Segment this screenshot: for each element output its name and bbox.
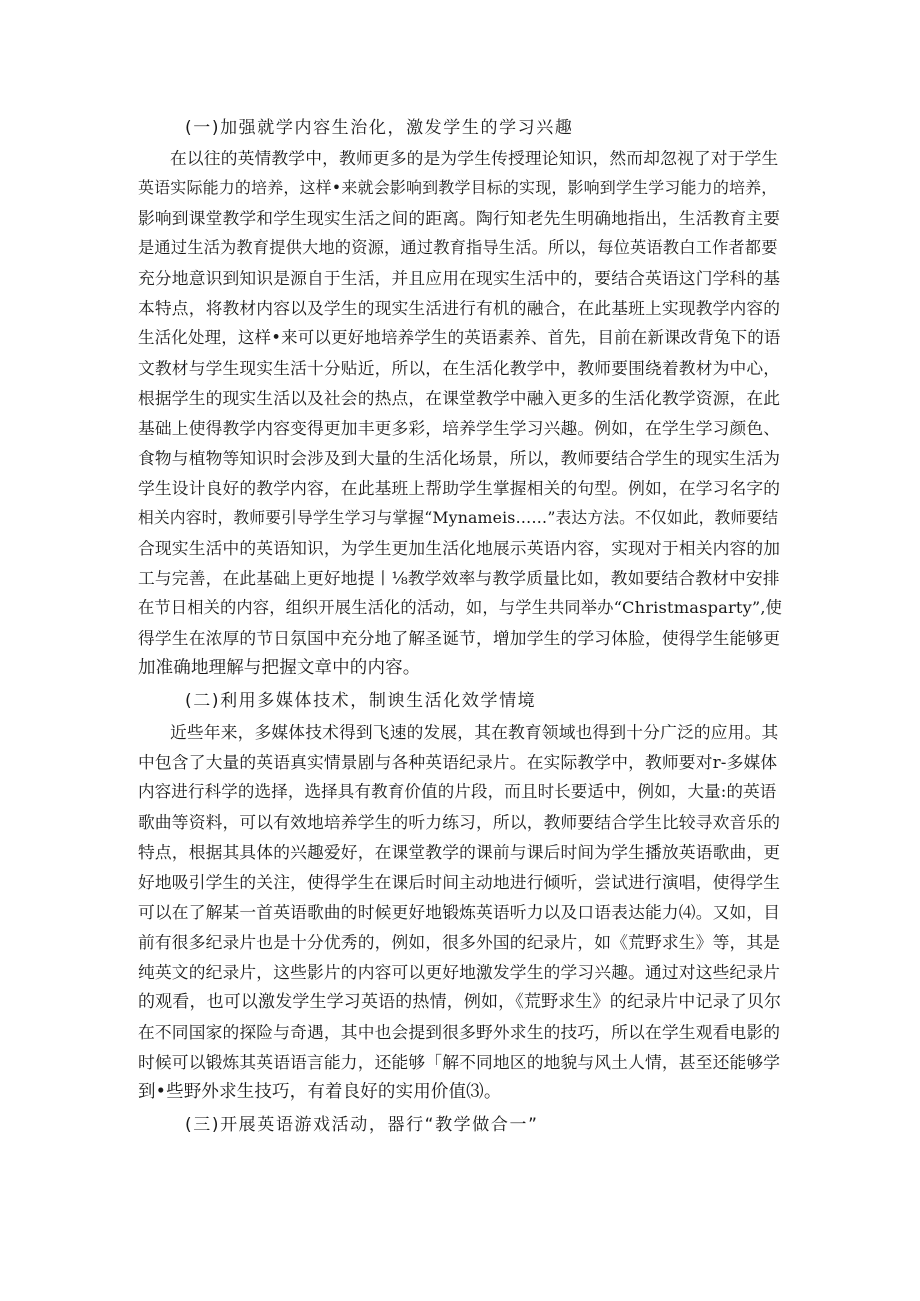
paragraph-line: 基础上使得教学内容变得更加丰更多彩，培养学生学习兴趣。例如，在学生学习颜色、 xyxy=(138,418,781,438)
paragraph-line: 学生设计良好的教学内容，在此基班上帮助学生掌握相关的句型。例如，在学习名字的 xyxy=(138,478,781,498)
paragraph-line: 特点，根据其具体的兴趣爱好，在课堂教学的课前与课后时间为学生播放英语歌曲，更 xyxy=(138,842,781,862)
paragraph-line: 合现实生活中的英语知识，为学生更加生活化地展示英语内容，实现对于相关内容的加 xyxy=(138,538,781,558)
paragraph-line: 根据学生的现实生活以及社会的热点，在课堂教学中融入更多的生活化教学资源，在此 xyxy=(138,388,781,408)
paragraph-line: 中包含了大量的英语真实情景剧与各种英语纪录片。在实际教学中，教师要对r-多媒体 xyxy=(138,752,778,772)
paragraph-line: 食物与植物等知识时会涉及到大量的生活化场景，所以，教师要结合学生的现实生活为 xyxy=(138,448,781,468)
paragraph-line: 相关内容时，教师要引导学生学习与掌握“Mynameis……”表达方法。不仅如此，教师要结 xyxy=(138,508,779,527)
paragraph-line: 英语实际能力的培养，这样•来就会影响到教学目标的实现，影响到学生学习能力的培养， xyxy=(138,178,778,197)
section-heading-3: (三)开展英语游戏活动，器行“教学做合一” xyxy=(185,1115,539,1135)
paragraph-line: 得学生在浓厚的节日氛国中充分地了解圣诞节，增加学生的学习体脸，使得学生能够更 xyxy=(138,628,781,648)
paragraph-line: 内容进行科学的选择，选择具有教育价值的片段，而且时长要适中，例如，大量:的英语 xyxy=(138,782,777,801)
paragraph-line: 生活化处理，这样•来可以更好地培养学生的英语素养、首先，目前在新课改背兔下的语 xyxy=(138,328,781,347)
paragraph-line: 影响到课堂教学和学生现实生活之间的距离。陶行知老先生明确地指出，生活教育主要 xyxy=(138,208,781,228)
paragraph-line: 是通过生活为教育提供大地的资源，通过教育指导生活。所以，每位英语教白工作者都要 xyxy=(138,238,778,257)
section-heading-2: (二)利用多媒体技术，制谀生活化效学情境 xyxy=(185,691,537,711)
section-heading-1: (一)加强就学内容生治化，激发学生的学习兴趣 xyxy=(185,118,574,138)
paragraph-line: 的观看，也可以激发学生学习英语的热情，例如，《荒野求生》的纪录片中记录了贝尔 xyxy=(138,992,782,1012)
paragraph-line: 在节日相关的内容，组织开展生活化的活动，如，与学生共同举办“Christmasparty”,使 xyxy=(138,598,783,617)
paragraph-line: 可以在了解某一首英语歌曲的时候更好地锻炼英语听力以及口语表达能力⑷。又如，目 xyxy=(138,902,781,922)
paragraph-line: 歌曲等资料，可以有效地培养学生的听力练习，所以，教师要结合学生比较寻欢音乐的 xyxy=(138,812,781,832)
paragraph-line: 纯英文的纪录片，这些影片的内容可以更好地激发学生的学习兴趣。通过对这些纪录片 xyxy=(138,962,781,982)
paragraph-line: 好地吸引学生的关注，使得学生在课后时间主动地进行倾听，尝试进行演唱，使得学生 xyxy=(138,872,781,892)
paragraph-line: 加准确地理解与把握文章中的内容。 xyxy=(138,658,421,678)
paragraph-line: 本特点，将教材内容以及学生的现实生活进行有机的融合，在此基班上实现教学内容的 xyxy=(138,298,781,318)
paragraph-line: 近些年来，多媒体技术得到飞速的发展，其在教育领域也得到十分广泛的应用。其 xyxy=(170,722,779,742)
paragraph-line: 在不同国家的探险与奇遇，其中也会提到很多野外求生的技巧，所以在学生观看电影的 xyxy=(138,1022,781,1042)
paragraph-line: 时候可以锻炼其英语语言能力，还能够「解不同地区的地貌与风土人情，甚至还能够学 xyxy=(138,1052,781,1072)
paragraph-line: 在以往的英情教学中，教师更多的是为学生传授理论知识，然而却忽视了对于学生 xyxy=(170,148,779,168)
paragraph-line: 工与完善，在此基础上更好地提丨⅛教学效率与教学质量比如，教如要结合教材中安排 xyxy=(138,568,780,588)
paragraph-line: 到•些野外求生技巧，有着良好的实用价值⑶。 xyxy=(138,1082,502,1102)
paragraph-line: 充分地意识到知识是源自于生活，并且应用在现实生活中的，要结合英语这门学科的基 xyxy=(138,268,781,288)
paragraph-line: 文教材与学生现实生活十分贴近，所以，在生活化教学中，教师要围绕着教材为中心， xyxy=(138,358,781,378)
paragraph-line: 前有很多纪录片也是十分优秀的，例如，很多外国的纪录片，如《荒野求生》等，其是 xyxy=(138,932,781,952)
